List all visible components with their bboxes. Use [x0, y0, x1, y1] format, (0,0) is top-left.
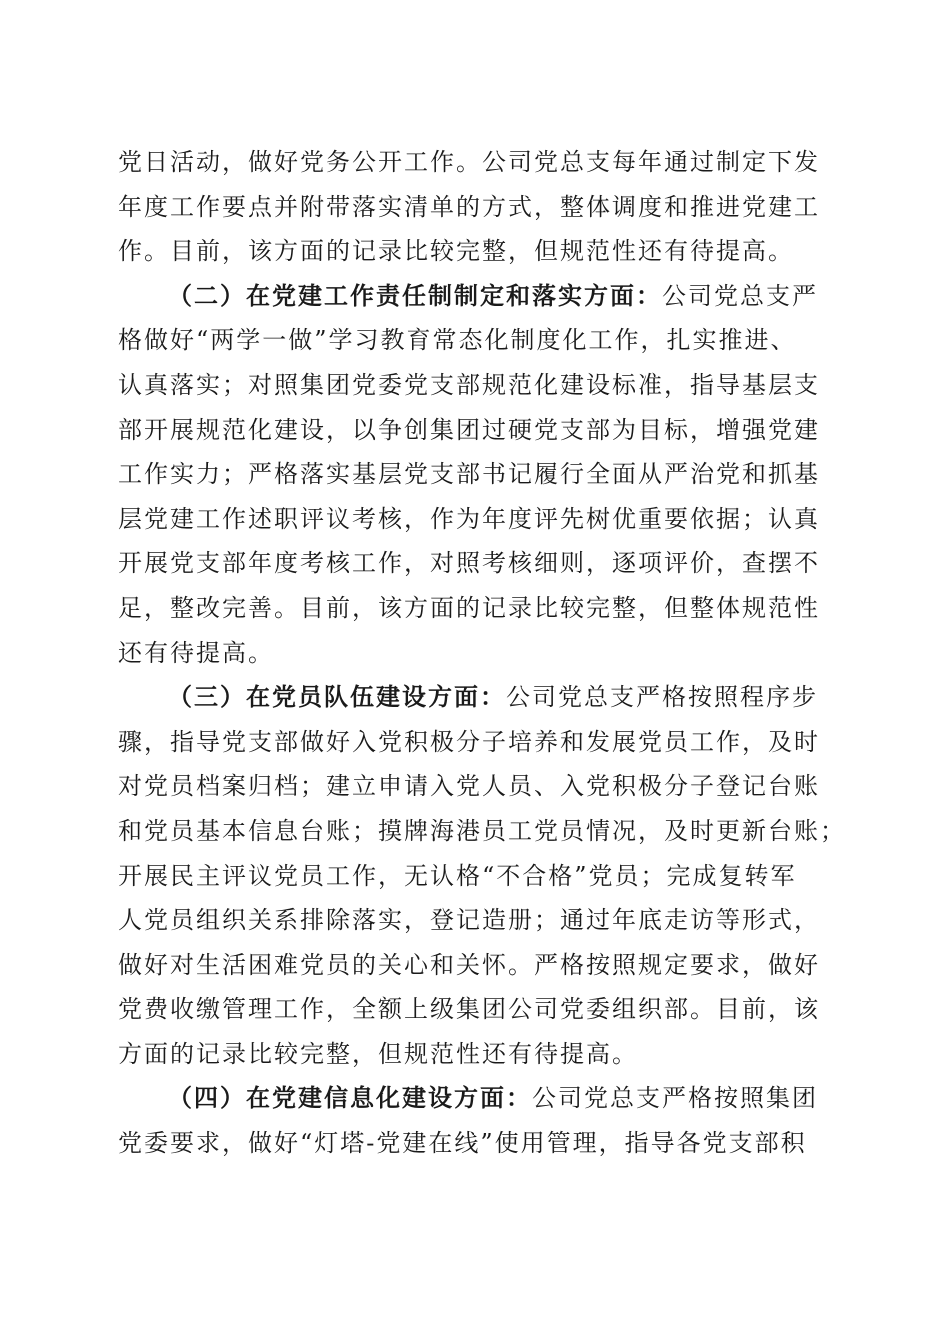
section-heading: （三）在党员队伍建设方面： [168, 682, 506, 712]
text-line: 方面的记录比较完整，但规范性还有待提高。 [118, 1039, 638, 1068]
first-line [118, 675, 828, 720]
text-line: 人党员组织关系排除落实，登记造册；通过年底走访等形式， [118, 906, 820, 935]
section-heading: （四）在党建信息化建设方面： [168, 1083, 532, 1113]
text-line: 格做好“两学一做”学习教育常态化制度化工作，扎实推进、 [118, 326, 797, 355]
text-line: 足，整改完善。目前，该方面的记录比较完整，但整体规范性 [118, 593, 820, 622]
text-line: 层党建工作述职评议考核，作为年度评先树优重要依据；认真 [118, 504, 820, 533]
text-line: 开展民主评议党员工作，无认格“不合格”党员；完成复转军 [118, 861, 797, 890]
first-line-text: 公司党总支严格按照程序步 [506, 683, 818, 712]
text-line: 作。目前，该方面的记录比较完整，但规范性还有待提高。 [118, 237, 794, 266]
text-line: 党委要求，做好“灯塔-党建在线”使用管理，指导各党支部积 [118, 1129, 807, 1158]
text-line: 党日活动，做好党务公开工作。公司党总支每年通过制定下发 [118, 148, 820, 176]
text-line: 开展党支部年度考核工作，对照考核细则，逐项评价，查摆不 [118, 549, 820, 578]
first-line-text: 公司党总支严格按照集团 [532, 1084, 818, 1113]
text-line: 对党员档案归档；建立申请入党人员、入党积极分子登记台账 [118, 772, 820, 801]
first-line [118, 1076, 828, 1121]
text-line: 骤，指导党支部做好入党积极分子培养和发展党员工作，及时 [118, 727, 820, 756]
first-line [118, 274, 828, 319]
paragraph-3 [118, 675, 846, 1076]
text-line: 年度工作要点并附带落实清单的方式，整体调度和推进党建工 [118, 192, 820, 221]
text-line: 做好对生活困难党员的关心和关怀。严格按照规定要求，做好 [118, 950, 820, 979]
first-line-text: 公司党总支严 [662, 281, 818, 310]
text-line: 部开展规范化建设，以争创集团过硬党支部为目标，增强党建 [118, 415, 820, 444]
text-line: 认真落实；对照集团党委党支部规范化建设标准，指导基层支 [118, 370, 820, 399]
text-line: 工作实力；严格落实基层党支部书记履行全面从严治党和抓基 [118, 460, 820, 489]
paragraph-2 [118, 274, 828, 675]
text-line: 还有待提高。 [118, 638, 274, 667]
text-line: 党费收缴管理工作，全额上级集团公司党委组织部。目前，该 [118, 995, 820, 1024]
section-heading: （二）在党建工作责任制制定和落实方面： [168, 280, 662, 310]
document-body [118, 140, 846, 1166]
paragraph-4 [118, 1076, 828, 1165]
text-line: 和党员基本信息台账；摸牌海港员工党员情况，及时更新台账； [118, 816, 846, 845]
paragraph-1 [118, 140, 828, 274]
